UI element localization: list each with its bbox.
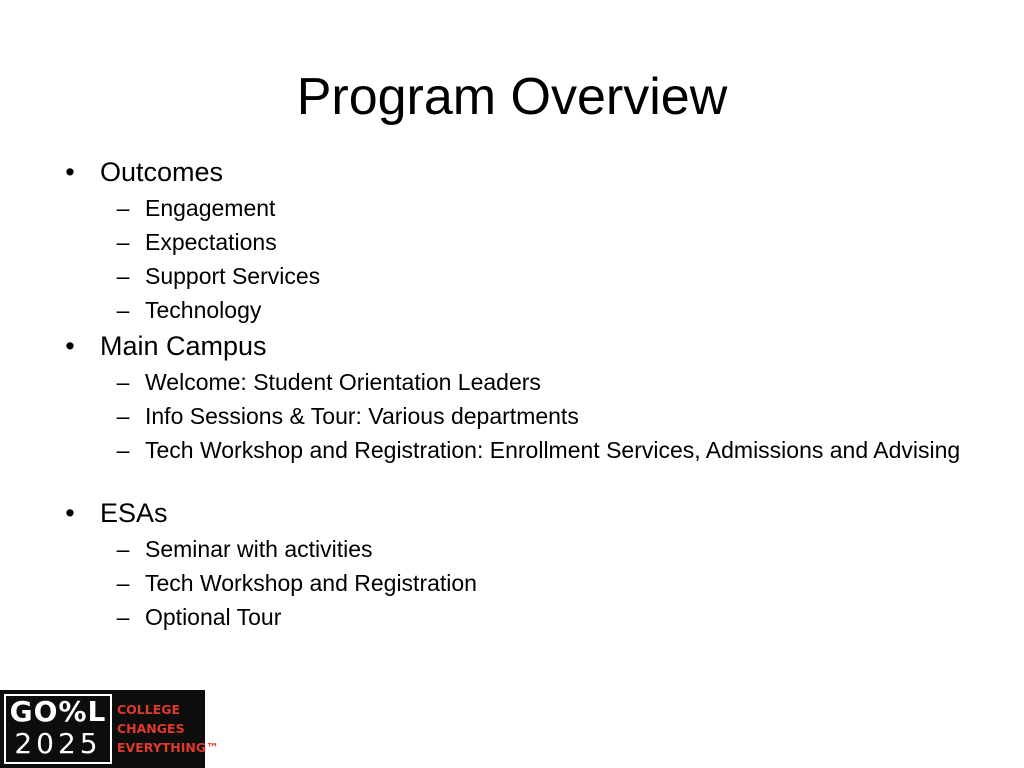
- tagline-line: EVERYTHING™: [117, 740, 219, 755]
- dash-marker: –: [116, 369, 130, 395]
- bullet-heading: ESAs: [100, 498, 168, 528]
- sub-bullet: [116, 194, 276, 222]
- dash-marker: –: [116, 403, 130, 429]
- sub-bullet: [116, 296, 262, 324]
- tagline-line: CHANGES: [117, 721, 185, 736]
- sub-bullet: [116, 603, 282, 631]
- logo-wordmark: [4, 694, 112, 764]
- sub-bullet-text: Tech Workshop and Registration: Enrollment Services, Admissions and Advising: [145, 437, 961, 463]
- sub-bullet: [116, 535, 373, 563]
- bullet-marker: •: [65, 157, 75, 187]
- sub-bullet: [116, 262, 321, 290]
- dash-marker: –: [116, 263, 130, 289]
- sub-bullet: [116, 436, 975, 464]
- sub-bullet: [116, 368, 541, 396]
- bullet-heading: Outcomes: [100, 157, 224, 187]
- sub-bullet-text: Optional Tour: [145, 604, 282, 630]
- bullet-marker: •: [65, 331, 75, 361]
- sub-bullet: [116, 569, 477, 597]
- sub-bullet-text: Seminar with activities: [145, 536, 373, 562]
- dash-marker: –: [116, 570, 130, 596]
- bullet-esas: [65, 497, 168, 529]
- slide-title: Program Overview: [296, 68, 728, 126]
- sub-bullet-text: Support Services: [145, 263, 321, 289]
- sub-bullet-text: Info Sessions & Tour: Various departments: [145, 403, 579, 429]
- bullet-main-campus: [65, 330, 267, 362]
- logo-line-2: 2025: [14, 727, 102, 760]
- sub-bullet-text: Welcome: Student Orientation Leaders: [145, 369, 541, 395]
- dash-marker: –: [116, 604, 130, 630]
- goal-2025-logo: [0, 690, 219, 768]
- dash-marker: –: [116, 297, 130, 323]
- dash-marker: –: [116, 536, 130, 562]
- bullet-outcomes: [65, 156, 224, 188]
- sub-bullet-text: Engagement: [145, 195, 276, 221]
- sub-bullet-text: Tech Workshop and Registration: [145, 570, 477, 596]
- tagline-line: COLLEGE: [117, 702, 181, 717]
- bullet-heading: Main Campus: [100, 331, 267, 361]
- dash-marker: –: [116, 195, 130, 221]
- logo-tagline: [117, 700, 219, 757]
- dash-marker: –: [116, 229, 130, 255]
- logo-line-1: GO%L: [9, 695, 107, 728]
- sub-bullet: [116, 228, 277, 256]
- sub-bullet: [116, 402, 579, 430]
- sub-bullet-text: Expectations: [145, 229, 277, 255]
- dash-marker: –: [116, 437, 130, 463]
- sub-bullet-text: Technology: [145, 297, 262, 323]
- bullet-marker: •: [65, 498, 75, 528]
